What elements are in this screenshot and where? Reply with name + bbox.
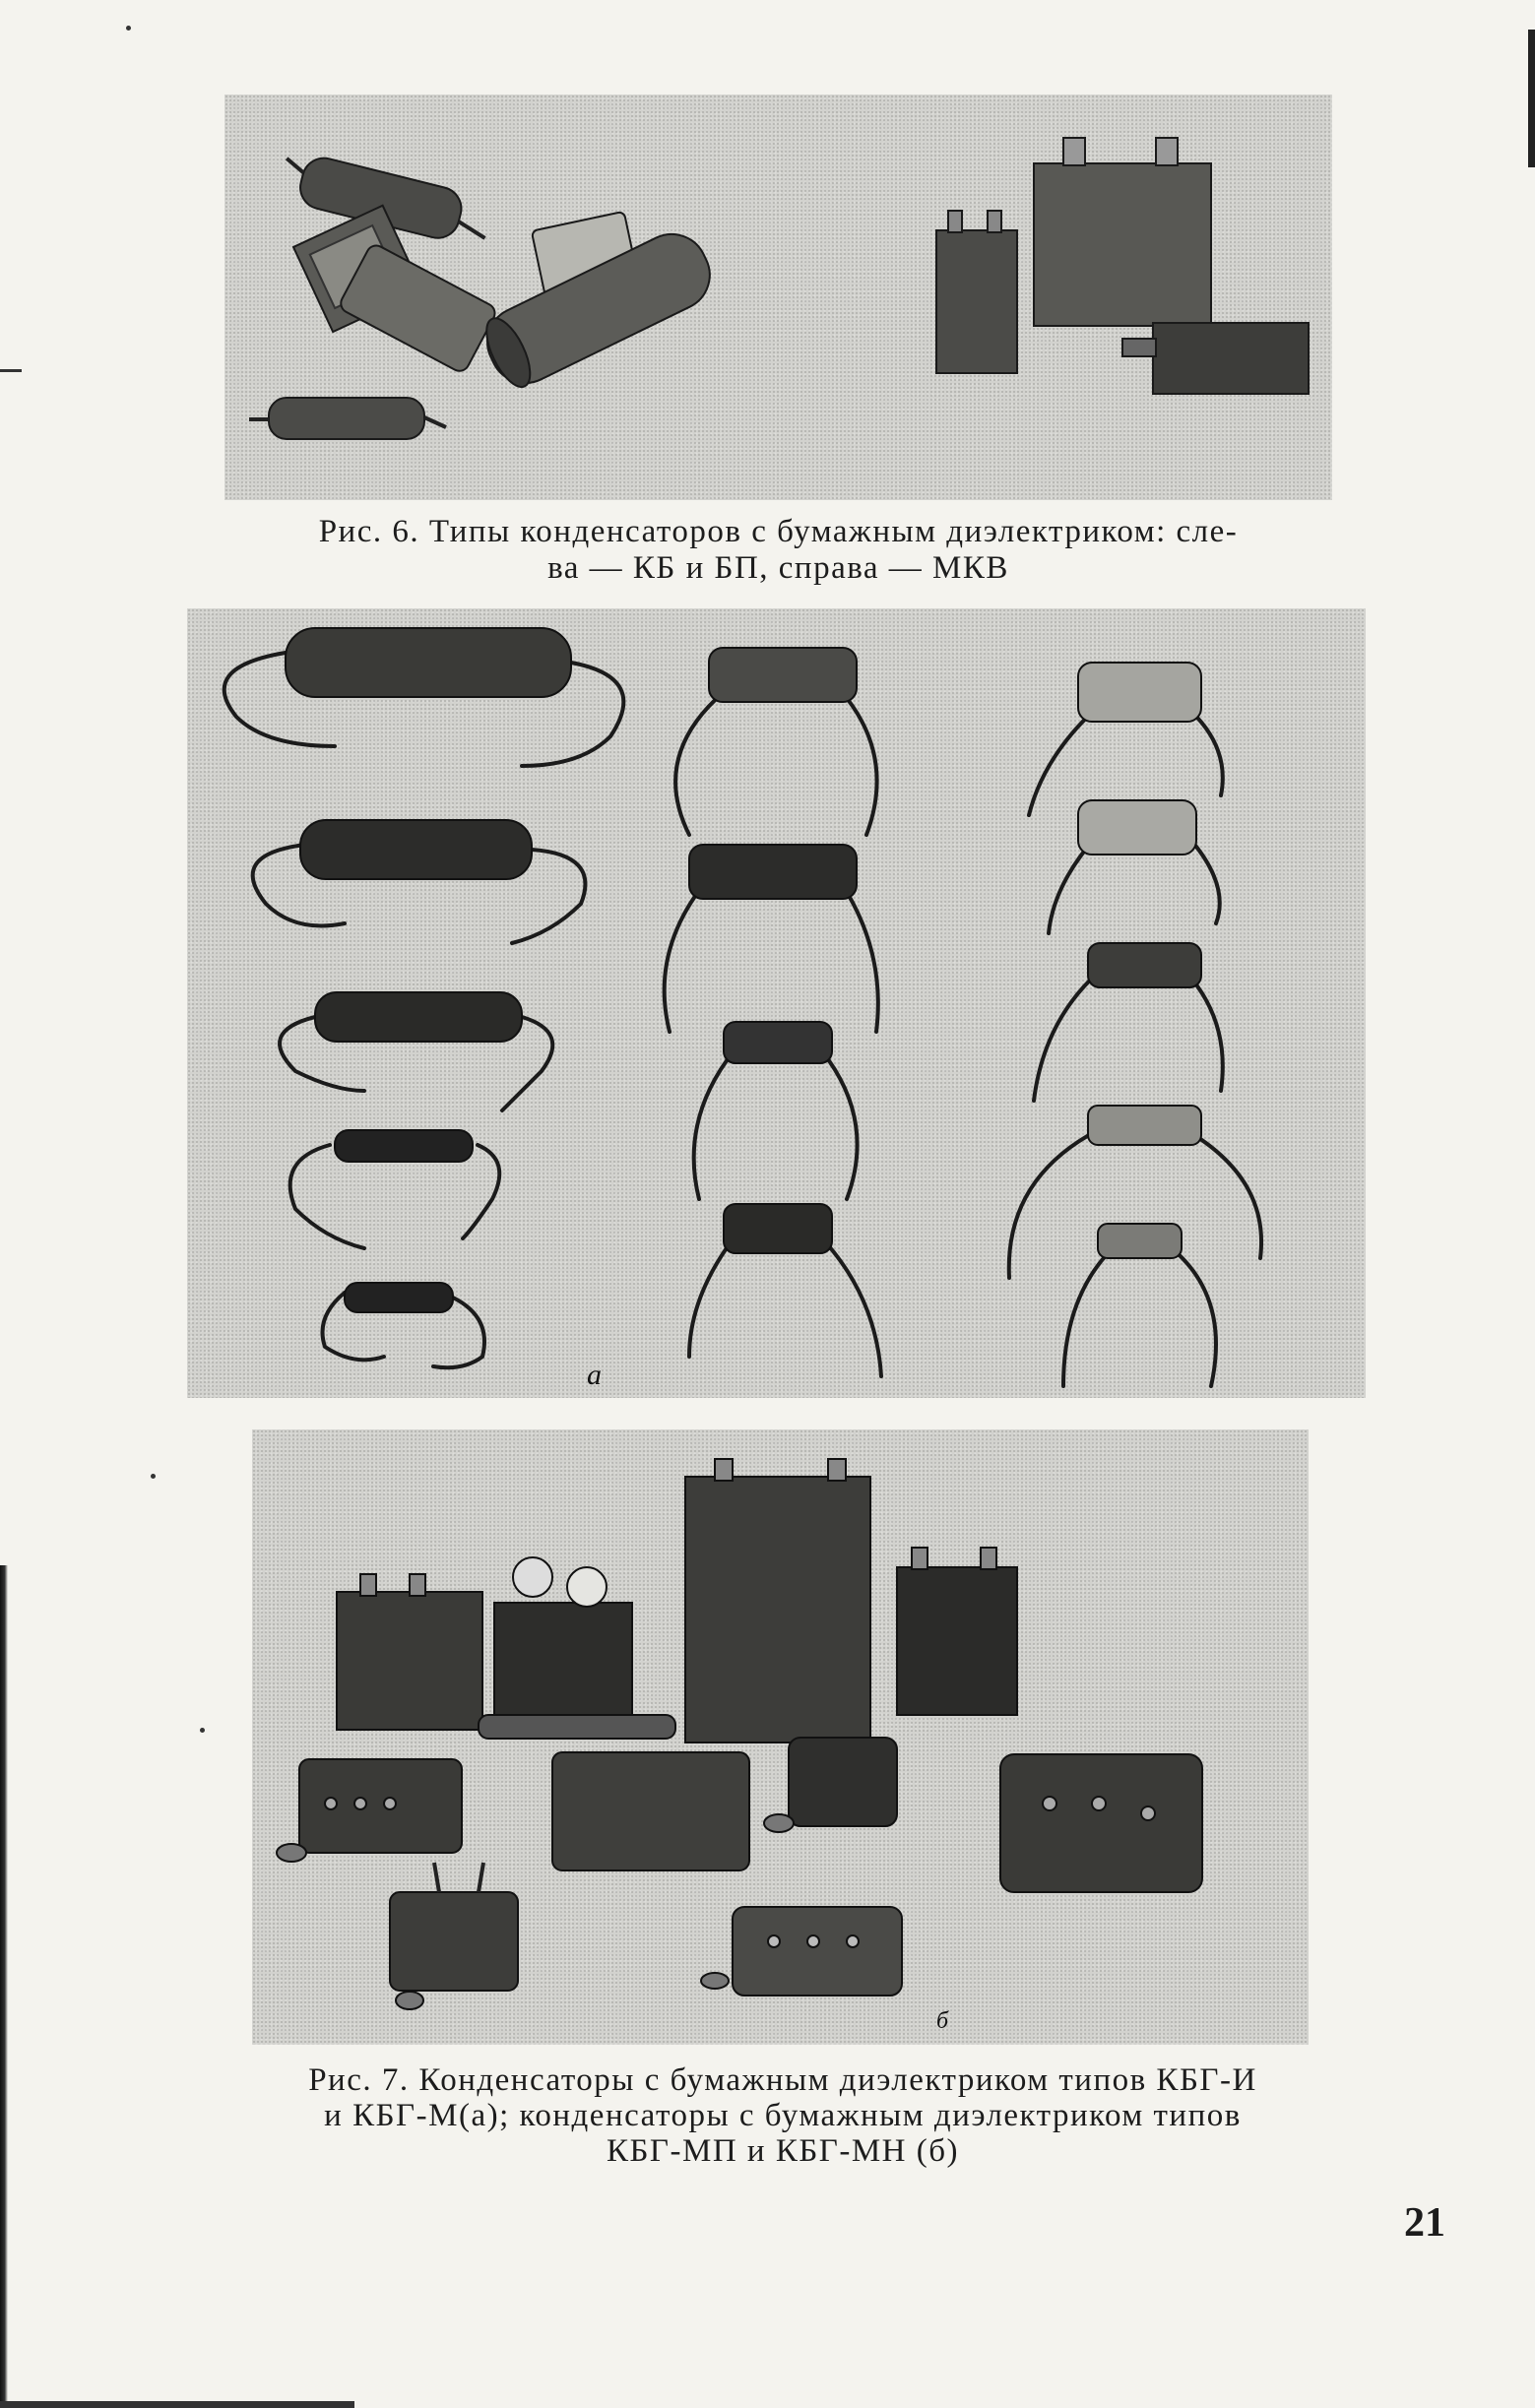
- caption-line: Рис. 7. Конденсаторы с бумажным диэлектриком типов КБГ-И: [308, 2062, 1257, 2098]
- capacitor-kbg-i-1: [286, 628, 571, 697]
- capacitor-kbg-m-6: [1078, 800, 1196, 855]
- capacitor-kb-thin: [249, 398, 446, 439]
- caption-line: ва — КБ и БП, справа — МКВ: [547, 550, 1009, 586]
- capacitor-kbg-i-2: [300, 820, 532, 879]
- capacitor-kbg-m-2: [689, 845, 857, 899]
- speck: [200, 1728, 205, 1733]
- caption-line: и КБГ-М(а); конденсаторы с бумажным диэлектриком типов: [324, 2098, 1242, 2133]
- page-edge-right: [1528, 30, 1535, 167]
- speck: [151, 1474, 156, 1479]
- capacitor-kbg-mp-1: [337, 1574, 482, 1730]
- capacitor-kbg-i-4: [335, 1130, 473, 1162]
- capacitor-kb-mid: [338, 242, 498, 374]
- bottom-edge: [0, 2401, 354, 2408]
- capacitor-kbg-m-8: [1088, 1106, 1201, 1145]
- capacitor-mkv-tall: [936, 211, 1017, 373]
- capacitor-kbg-mn-6: [701, 1907, 902, 1996]
- page-edge-left: [0, 1565, 8, 2408]
- capacitor-mkv-small: [1122, 323, 1309, 394]
- capacitor-kbg-mn-1: [277, 1759, 462, 1862]
- speck: [126, 26, 131, 31]
- capacitor-kbg-mn-2: [552, 1752, 749, 1870]
- figure-7b-photo: [252, 1429, 1309, 2045]
- capacitor-kbg-mp-4: [897, 1548, 1017, 1715]
- caption-line: КБГ-МП и КБГ-МН (б): [606, 2133, 960, 2169]
- capacitor-kbg-i-5: [345, 1283, 453, 1312]
- capacitor-kbg-mn-4: [1000, 1754, 1202, 1892]
- capacitor-kbg-mp-3: [685, 1459, 870, 1743]
- figure-7a-photo: [187, 608, 1366, 1398]
- capacitor-kbg-m-1: [709, 648, 857, 702]
- margin-mark: [0, 369, 22, 372]
- capacitor-kbg-mp-2: [479, 1557, 675, 1739]
- figure-6-caption: [224, 514, 1332, 587]
- capacitor-kbg-mn-3: [764, 1738, 897, 1832]
- capacitor-kbg-mn-5: [390, 1863, 518, 2009]
- capacitor-mkv-large: [1034, 138, 1211, 326]
- caption-line: Рис. 6. Типы конденсаторов с бумажным диэлектриком: сле-: [318, 514, 1239, 549]
- figure-7a-label: а: [587, 1359, 602, 1391]
- figure-6-photo: [224, 95, 1332, 500]
- capacitor-kbg-m-5: [1078, 663, 1201, 722]
- capacitor-kbg-m-7: [1088, 943, 1201, 987]
- figure-7b-label: б: [936, 2008, 949, 2034]
- capacitor-kbg-m-9: [1098, 1224, 1182, 1258]
- page-number: 21: [1404, 2200, 1445, 2246]
- capacitor-kbg-i-3: [315, 992, 522, 1042]
- capacitor-kbg-m-4: [724, 1204, 832, 1253]
- figure-7-caption: [202, 2062, 1364, 2169]
- capacitor-kbg-m-3: [724, 1022, 832, 1063]
